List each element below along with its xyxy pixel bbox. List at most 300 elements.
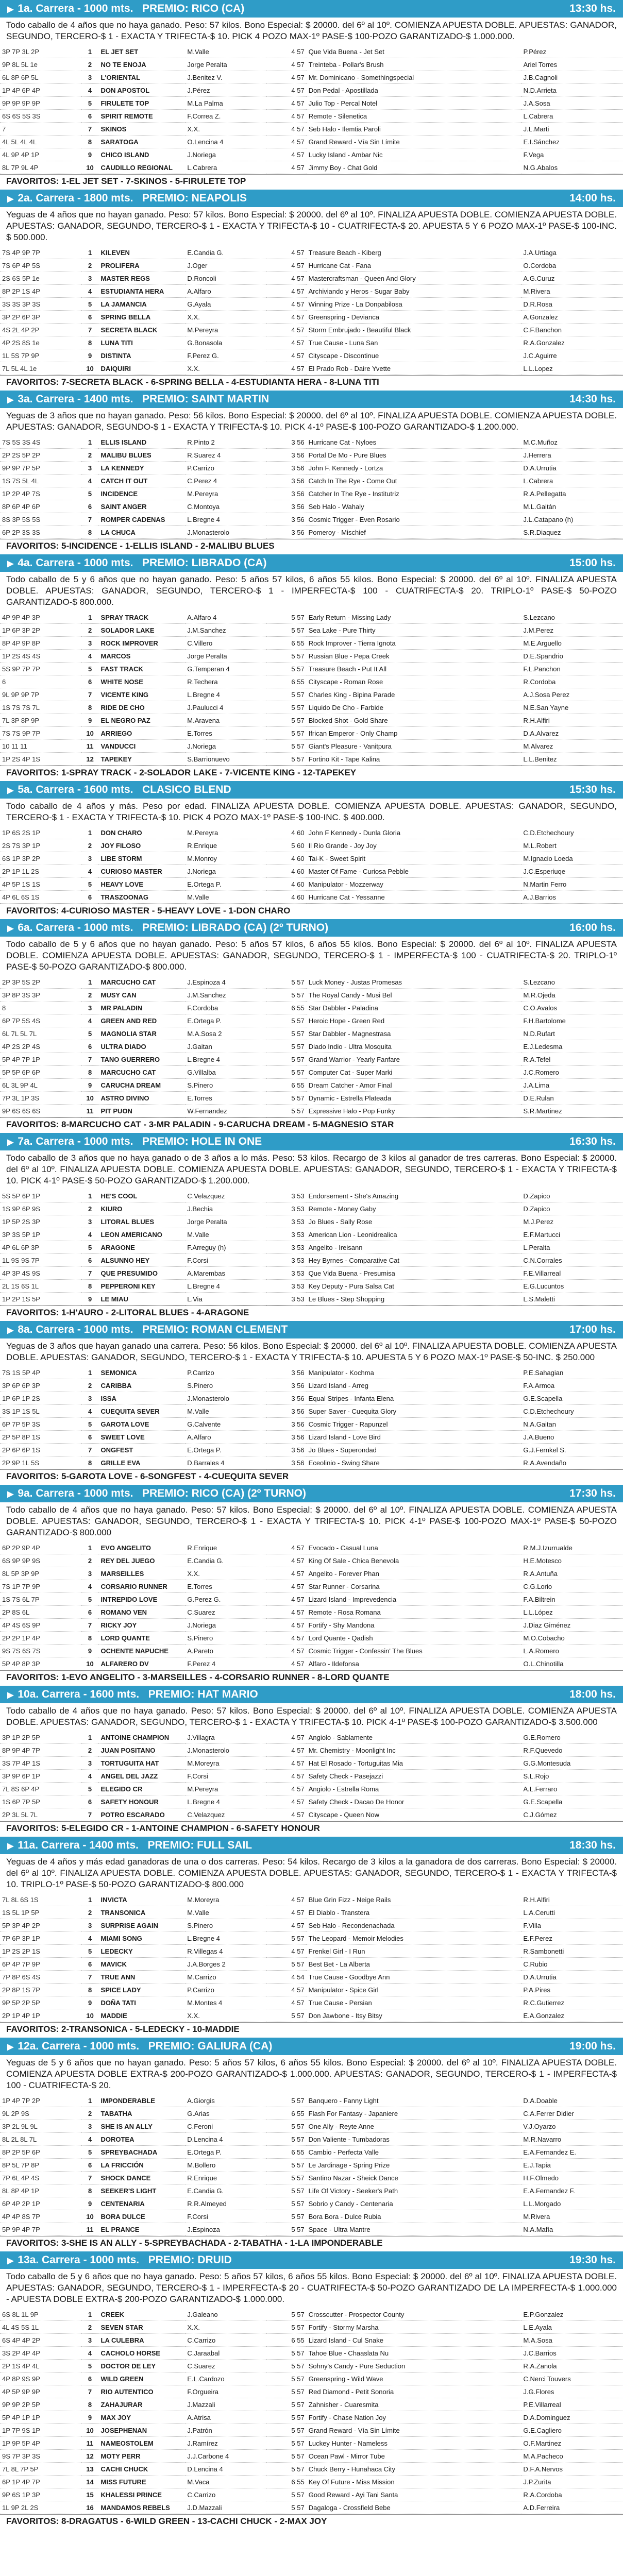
horse-name: MALIBU BLUES <box>98 449 185 462</box>
pedigree: Hey Byrnes - Comparative Cat <box>307 1254 521 1267</box>
pedigree: Grand Reward - Vía Sin Límite <box>307 135 521 148</box>
recent-form: 9L 2P 9S <box>0 2107 81 2120</box>
pedigree: Lizard Island - Imprevedencia <box>307 1593 521 1606</box>
race-header-left <box>7 1839 563 1852</box>
race-header[interactable] <box>0 1321 623 1338</box>
entry-row <box>0 753 623 766</box>
jockey-name: C.F.Banchon <box>521 324 623 336</box>
saddle-number: 1 <box>81 611 99 624</box>
pedigree: Que Vida Buena - Presumisa <box>307 1267 521 1280</box>
age-weight: 5 57 <box>266 1040 307 1053</box>
race-conditions: Yeguas de 4 años que no hayan ganado. Peso: 57 kilos. Bono Especial: $ 20000. del 6º al 10º. FINALIZA APUESTA DOBLE. COMIENZA APUESTA DOBLE. APUESTAS: GANADOR, SEGUNDO, TERCERO-$ 1 - EXACTA Y TRIFECTA-$ 10 - CUATRIFECTA-$ 20. APUESTA 5 Y 6 POZO MAX-1º PASE-$ 100-INC. $ 500.000. <box>6 210 617 242</box>
jockey-name: L.S.Maletti <box>521 1293 623 1306</box>
trainer-name: J.Patrón <box>185 2424 266 2437</box>
entry-row <box>0 474 623 487</box>
saddle-number: 1 <box>81 45 99 58</box>
pedigree: Remote - Rosa Romana <box>307 1606 521 1619</box>
entries-table <box>0 1731 623 1821</box>
pedigree: Cambio - Perfecta Valle <box>307 2146 521 2159</box>
saddle-number: 4 <box>81 84 99 97</box>
recent-form: 1L 5S 7P 9P <box>0 349 81 362</box>
horse-name: SARATOGA <box>99 135 186 148</box>
saddle-number: 8 <box>81 1984 99 1996</box>
saddle-number: 5 <box>81 663 99 675</box>
trainer-name: J.A.Borges 2 <box>185 1958 266 1971</box>
entry-row <box>0 1215 623 1228</box>
trainer-name: M.Aravena <box>185 714 266 727</box>
age-weight: 3 53 <box>266 1202 307 1215</box>
race-header[interactable] <box>0 0 623 18</box>
entry-row <box>0 2476 623 2488</box>
trainer-name: P.Carrizo <box>185 462 266 474</box>
trainer-name: L.Bregne 4 <box>185 1932 266 1945</box>
horse-name: ELEGIDO CR <box>98 1783 185 1795</box>
race-header[interactable] <box>0 1686 623 1703</box>
age-weight: 5 57 <box>266 2424 307 2437</box>
entry-row <box>0 2488 623 2501</box>
entry-row <box>0 500 623 513</box>
entry-row <box>0 1984 623 1996</box>
jockey-name: G.G.Montesuda <box>521 1757 623 1770</box>
race-section <box>0 0 623 190</box>
age-weight: 5 57 <box>266 1105 307 1117</box>
saddle-number: 7 <box>81 123 99 135</box>
race-header[interactable] <box>0 781 623 799</box>
jockey-name: N.Martin Ferro <box>521 878 623 891</box>
age-weight: 4 57 <box>266 1632 307 1645</box>
horse-name: CACHI CHUCK <box>99 2463 186 2476</box>
race-time: 18:30 hs. <box>569 1839 616 1851</box>
horse-name: SEMONICA <box>99 1366 186 1379</box>
recent-form: 6P 7P 5S 4S <box>0 1014 81 1027</box>
age-weight: 4 57 <box>266 45 307 58</box>
saddle-number: 4 <box>81 865 99 878</box>
age-weight: 4 60 <box>266 826 307 839</box>
trainer-name: J.Mazzali <box>185 2398 266 2411</box>
race-prize: PREMIO: HAT MARIO <box>148 1688 258 1700</box>
saddle-number: 7 <box>81 1619 99 1632</box>
horse-name: ELLIS ISLAND <box>98 436 185 449</box>
trainer-name: W.Fernandez <box>185 1105 266 1117</box>
entry-row <box>0 1808 623 1821</box>
saddle-number: 5 <box>81 1783 99 1795</box>
saddle-number: 2 <box>81 1379 99 1392</box>
pedigree: Treinteba - Pollar's Brush <box>307 58 521 71</box>
pedigree: Star Runner - Corsarina <box>307 1580 521 1593</box>
race-header[interactable] <box>0 1837 623 1854</box>
entry-row <box>0 513 623 526</box>
trainer-name: F.Corsi <box>185 2210 266 2223</box>
saddle-number: 2 <box>81 2107 99 2120</box>
horse-name: MADDIE <box>99 2009 186 2022</box>
horse-name: CUEQUITA SEVER <box>99 1405 186 1418</box>
race-conditions: Todo caballo de 5 y 6 años que no hayan ganado. Peso: 5 años 57 kilos, 6 años 55 kilos. Bono Especial: $ 20000. del 6º al 10º. FINALIZA APUESTA DOBLE. COMIENZA APUESTA DOBLE. APUESTAS: GANADOR, SEGUNDO, TERCERO-$ 1 - IMPERFECTA-$ 100 - CUATRIFECTA-$ 20. TRIPLO-1º PASE-$ 50-POZO GARANTIZADO-$ 800.000. <box>6 939 617 972</box>
jockey-name: L.A.Romero <box>521 1645 623 1657</box>
recent-form: 5P 4P 1P 1P <box>0 2411 81 2424</box>
recent-form: 4P 6L 6P 3P <box>0 1241 81 1254</box>
recent-form: 1P 9P 5P 4P <box>0 2437 81 2450</box>
recent-form: 4P 2S 2P 4S <box>0 1040 81 1053</box>
entries-table <box>0 1541 623 1670</box>
pedigree: Angiolo - Estrella Roma <box>307 1783 521 1795</box>
jockey-name: N.A.Gaitan <box>521 1418 623 1431</box>
recent-form: 9L 9P 9P 7P <box>0 688 81 701</box>
recent-form: 4P 8P 9S 9P <box>0 2372 81 2385</box>
age-weight: 5 57 <box>266 2372 307 2385</box>
entry-row <box>0 1606 623 1619</box>
entry-row <box>0 852 623 865</box>
recent-form: 2P 8P 1S 7P <box>0 1984 81 1996</box>
age-weight: 4 57 <box>266 1906 307 1919</box>
pedigree: Space - Ultra Mantre <box>307 2223 521 2236</box>
horse-name: ROMPER CADENAS <box>98 513 185 526</box>
entry-row <box>0 1241 623 1254</box>
recent-form: 2P 3L 5L 7L <box>0 1808 81 1821</box>
pedigree: John F Kennedy - Dunla Gloria <box>307 826 521 839</box>
recent-form: 3P 2L 9L 9L <box>0 2120 81 2133</box>
horse-name: LA KENNEDY <box>98 462 185 474</box>
pedigree: Santino Nazar - Sheick Dance <box>307 2172 521 2184</box>
recent-form: 8L 2L 8L 7L <box>0 2133 81 2146</box>
saddle-number: 4 <box>81 1580 99 1593</box>
age-weight: 5 57 <box>266 714 307 727</box>
jockey-name: P.A.Pires <box>521 1984 623 1996</box>
trainer-name: E.Candia G. <box>185 1554 266 1567</box>
horse-name: DOCTOR DE LEY <box>99 2360 186 2372</box>
age-weight: 3 56 <box>266 436 307 449</box>
saddle-number: 12 <box>81 753 99 766</box>
race-header-left <box>7 393 563 405</box>
saddle-number: 3 <box>81 2120 99 2133</box>
jockey-name: L.L.Lopez <box>521 362 623 375</box>
entry-row <box>0 1770 623 1783</box>
trainer-name: E.Torres <box>185 727 266 740</box>
recent-form: 6S 1P 3P 2P <box>0 852 81 865</box>
jockey-name: L.Peralta <box>521 1241 623 1254</box>
race-conditions: Yeguas de 4 años y más edad ganadoras de una o dos carreras. Peso: 54 kilos. Recargo de 3 kilos a la ganadora de dos carreras. Bono Especial: $ 20000. del 6º al 10º. FINALIZA APUESTA DOBLE. COMIENZA APUESTA DOBLE. APUESTAS: GANADOR, SEGUNDO, TERCERO-$ 1 - EXACTA Y TRIFECTA-$ 10. TRIPLO-1º PASE-$ 50-POZO GARANTIZADO-$ 800.000 <box>6 1857 617 1889</box>
entry-row <box>0 1731 623 1744</box>
horse-name: IMPONDERABLE <box>99 2094 186 2107</box>
pedigree: Winning Prize - La Donpabilosa <box>307 298 521 311</box>
age-weight: 5 57 <box>266 2197 307 2210</box>
entry-row <box>0 298 623 311</box>
horse-name: MAGNOLIA STAR <box>99 1027 186 1040</box>
race-header[interactable] <box>0 919 623 937</box>
saddle-number: 3 <box>81 1567 99 1580</box>
jockey-name: M.Alvarez <box>521 740 623 753</box>
saddle-number: 9 <box>81 2197 99 2210</box>
trainer-name: O.Lencina 4 <box>185 135 266 148</box>
recent-form: 3P 6P 6P 3P <box>0 1379 81 1392</box>
pedigree: True Cause - Goodbye Ann <box>307 1971 521 1984</box>
horse-name: GAROTA LOVE <box>99 1418 186 1431</box>
horse-name: SOLADOR LAKE <box>99 624 186 637</box>
entry-row <box>0 2133 623 2146</box>
entry-row <box>0 611 623 624</box>
pedigree: Manipulator - Mozzerway <box>307 878 521 891</box>
trainer-name: C.Carrizo <box>185 2334 266 2347</box>
pedigree: Portal De Mo - Pure Blues <box>307 449 521 462</box>
recent-form: 7P 6L 4P 4S <box>0 2172 81 2184</box>
recent-form: 1L 9P 2L 2S <box>0 2501 81 2514</box>
horse-name: JOY FILOSO <box>98 839 185 852</box>
age-weight: 5 57 <box>266 2094 307 2107</box>
age-weight: 3 56 <box>266 1418 307 1431</box>
trainer-name: G.Villalba <box>185 1066 266 1079</box>
pedigree: Jo Blues - Sally Rose <box>307 1215 521 1228</box>
jockey-name: D.Zapico <box>521 1202 623 1215</box>
horse-name: MARCUCHO CAT <box>99 976 186 989</box>
jockey-name: S.Lezcano <box>521 611 623 624</box>
jockey-name: Ariel Torres <box>521 58 623 71</box>
jockey-name: M.Rivera <box>521 285 623 298</box>
recent-form: 8P 4P 9P 8P <box>0 637 81 650</box>
jockey-name: G.J.Fernkel S. <box>521 1444 623 1456</box>
play-triangle-icon: ▶ <box>7 786 14 795</box>
trainer-name: J.Espinoza 4 <box>185 976 266 989</box>
entry-row <box>0 526 623 539</box>
saddle-number: 7 <box>81 1808 99 1821</box>
jockey-name: R.Cordoba <box>521 675 623 688</box>
trainer-name: M.A.Sosa 2 <box>185 1027 266 1040</box>
horse-name: TRASZOONAG <box>98 891 185 904</box>
age-weight: 4 57 <box>266 272 307 285</box>
recent-form: 9P 9P 7P 5P <box>0 462 81 474</box>
race-header[interactable] <box>0 2251 623 2269</box>
saddle-number: 7 <box>81 688 99 701</box>
recent-form: 2P 8S 6L <box>0 1606 81 1619</box>
recent-form: 7 <box>0 123 81 135</box>
age-weight: 3 56 <box>266 449 307 462</box>
race-header-left <box>7 3 563 15</box>
horse-name: SECRETA BLACK <box>99 324 186 336</box>
jockey-name: M.Rivera <box>521 2210 623 2223</box>
jockey-name: E.J.Tapia <box>521 2159 623 2172</box>
age-weight: 3 53 <box>266 1228 307 1241</box>
saddle-number: 1 <box>81 1731 99 1744</box>
race-header[interactable] <box>0 1485 623 1502</box>
entry-row <box>0 727 623 740</box>
entry-row <box>0 1619 623 1632</box>
horse-name: SURPRISE AGAIN <box>99 1919 186 1932</box>
saddle-number: 1 <box>81 246 99 259</box>
saddle-number: 7 <box>81 2385 99 2398</box>
trainer-name: C.Villero <box>185 637 266 650</box>
saddle-number: 4 <box>81 2347 99 2360</box>
race-prize: PREMIO: RICO (CA) <box>142 3 245 14</box>
entry-row <box>0 714 623 727</box>
pedigree: Lizard Island - Arreg <box>307 1379 521 1392</box>
pedigree: Seb Halo - Recondenachada <box>307 1919 521 1932</box>
saddle-number: 8 <box>81 1632 99 1645</box>
recent-form: 5P 5P 6P 6P <box>0 1066 81 1079</box>
trainer-name: F.Corsi <box>185 1254 266 1267</box>
age-weight: 5 57 <box>266 611 307 624</box>
trainer-name: G.Ayala <box>185 298 266 311</box>
trainer-name: M.Bollero <box>185 2159 266 2172</box>
horse-name: MAX JOY <box>99 2411 186 2424</box>
entry-row <box>0 1444 623 1456</box>
entry-row <box>0 1757 623 1770</box>
pedigree: Russian Blue - Pepa Creek <box>307 650 521 663</box>
jockey-name: F.Villa <box>521 1919 623 1932</box>
horse-name: CHICO ISLAND <box>99 148 186 161</box>
recent-form: 1P 4P 7P 2P <box>0 2094 81 2107</box>
trainer-name: S.Pinero <box>185 1919 266 1932</box>
horse-name: MARCOS <box>99 650 186 663</box>
recent-form: 6P 4P 2P 1P <box>0 2197 81 2210</box>
entry-row <box>0 1919 623 1932</box>
saddle-number: 1 <box>81 1366 99 1379</box>
age-weight: 4 57 <box>266 1757 307 1770</box>
entry-row <box>0 1893 623 1906</box>
entry-row <box>0 1783 623 1795</box>
age-weight: 3 56 <box>266 526 307 539</box>
age-weight: 4 57 <box>266 1619 307 1632</box>
saddle-number: 3 <box>81 637 99 650</box>
recent-form: 7L 8S 6P 4P <box>0 1783 81 1795</box>
race-header-left <box>7 922 563 934</box>
jockey-name: V.J.Oyarzo <box>521 2120 623 2133</box>
horse-name: ANGEL DEL JAZZ <box>98 1770 185 1783</box>
age-weight: 4 57 <box>266 1795 307 1808</box>
jockey-name: D.A.Urrutia <box>521 462 623 474</box>
pedigree: Manipulator - Kochma <box>307 1366 521 1379</box>
trainer-name: J.Paulucci 4 <box>185 701 266 714</box>
recent-form: 6S 8L 1L 9P <box>0 2308 81 2321</box>
age-weight: 4 57 <box>266 1919 307 1932</box>
recent-form: 6L 8P 6P 5L <box>0 71 81 84</box>
trainer-name: A.Giorgis <box>185 2094 266 2107</box>
jockey-name: F.A.Armoa <box>521 1379 623 1392</box>
pedigree: Il Rio Grande - Joy Joy <box>307 839 521 852</box>
recent-form: 4P 3P 4S 9S <box>0 1267 81 1280</box>
entry-row <box>0 58 623 71</box>
trainer-name: D.Roncoli <box>185 272 266 285</box>
recent-form: 5P 4P 7P 1P <box>0 1053 81 1066</box>
entry-row <box>0 2094 623 2107</box>
recent-form: 2S 7S 3P 1P <box>0 839 81 852</box>
pedigree: Remote - Silenetica <box>307 110 521 123</box>
age-weight: 4 57 <box>266 1554 307 1567</box>
race-title: 13a. Carrera - 1000 mts. <box>18 2254 140 2266</box>
pedigree: Red Diamond - Petit Sonoria <box>307 2385 521 2398</box>
entry-row <box>0 637 623 650</box>
horse-name: SAFETY HONOUR <box>98 1795 185 1808</box>
recent-form: 7P 6P 3P 1P <box>0 1932 81 1945</box>
age-weight: 4 57 <box>266 97 307 110</box>
age-weight: 3 53 <box>266 1241 307 1254</box>
horse-name: TAPEKEY <box>99 753 186 766</box>
saddle-number: 10 <box>81 2009 99 2022</box>
entry-row <box>0 1456 623 1469</box>
play-triangle-icon: ▶ <box>7 924 14 933</box>
recent-form: 8L 7P 9L 4P <box>0 161 81 174</box>
trainer-name: C.Feroni <box>185 2120 266 2133</box>
jockey-name: F.A.Biltrein <box>521 1593 623 1606</box>
race-header[interactable] <box>0 2038 623 2055</box>
age-weight: 5 57 <box>266 2463 307 2476</box>
trainer-name: S.Pinero <box>185 1079 266 1092</box>
horse-name: MARSEILLES <box>98 1567 185 1580</box>
jockey-name: J.P.Zurita <box>521 2476 623 2488</box>
race-title: 11a. Carrera - 1400 mts. <box>18 1839 139 1851</box>
pedigree: Lizard Island - Cul Snake <box>307 2334 521 2347</box>
race-header-left <box>7 557 563 569</box>
entry-row <box>0 1267 623 1280</box>
horse-name: BORA DULCE <box>99 2210 186 2223</box>
saddle-number: 4 <box>81 2133 99 2146</box>
pedigree: Fortino Kit - Tape Kalina <box>307 753 521 766</box>
race-header[interactable] <box>0 554 623 572</box>
age-weight: 5 57 <box>266 753 307 766</box>
recent-form: 7S 4P 9P 7P <box>0 246 81 259</box>
entries-table <box>0 1893 623 2022</box>
age-weight: 5 57 <box>266 727 307 740</box>
entry-row <box>0 1541 623 1554</box>
recent-form: 4P 5P 1S 1S <box>0 878 81 891</box>
horse-name: SPREYBACHADA <box>99 2146 186 2159</box>
race-title: 1a. Carrera - 1000 mts. <box>18 3 133 14</box>
pedigree: Early Return - Missing Lady <box>307 611 521 624</box>
race-header[interactable] <box>0 190 623 207</box>
trainer-name: G.Arias <box>185 2107 266 2120</box>
jockey-name: M.A.Pacheco <box>521 2450 623 2463</box>
horse-name: CARIBBA <box>99 1379 186 1392</box>
entry-row <box>0 2347 623 2360</box>
pedigree: Giant's Pleasure - Vanitpura <box>307 740 521 753</box>
recent-form: 9P 6S 6S 6S <box>0 1105 81 1117</box>
horse-name: DOÑA TATI <box>99 1996 186 2009</box>
age-weight: 3 53 <box>266 1254 307 1267</box>
jockey-name: D.A.Alvarez <box>521 727 623 740</box>
entry-row <box>0 2197 623 2210</box>
pedigree: Sobrio y Candy - Centenaria <box>307 2197 521 2210</box>
saddle-number: 2 <box>81 58 99 71</box>
race-time: 14:30 hs. <box>569 393 616 405</box>
trainer-name: X.X. <box>185 123 266 135</box>
pedigree: Safety Check - Dacao De Honor <box>307 1795 521 1808</box>
race-header[interactable] <box>0 391 623 408</box>
saddle-number: 9 <box>81 1645 99 1657</box>
jockey-name: L.L.Benitez <box>521 753 623 766</box>
age-weight: 5 57 <box>266 2501 307 2514</box>
entry-row <box>0 2385 623 2398</box>
jockey-name: J.L.Catapano (h) <box>521 513 623 526</box>
pedigree: Fortify - Chase Nation Joy <box>307 2411 521 2424</box>
horse-name: NO TE ENOJA <box>99 58 186 71</box>
recent-form: 10 11 11 <box>0 740 81 753</box>
age-weight: 5 57 <box>266 650 307 663</box>
entry-row <box>0 2450 623 2463</box>
race-header-left <box>7 2254 563 2266</box>
recent-form: 2L 1S 6S 1L <box>0 1280 81 1293</box>
trainer-name: R.Techera <box>185 675 266 688</box>
pedigree: Hurricane Cat - Yessanne <box>307 891 521 904</box>
race-header[interactable] <box>0 1133 623 1150</box>
saddle-number: 3 <box>81 1002 99 1014</box>
jockey-name: J.A.Sosa <box>521 97 623 110</box>
race-conditions: Yeguas de 5 y 6 años que no hayan ganado. Peso: 5 años 57 kilos, 6 años 55 kilos. Bono Especial: $ 20000. del 6º al 10º. FINALIZA APUESTA DOBLE. COMIENZA APUESTA DOBLE EXTRA-$ 200-POZO GARANTIZADO-$ 1.000.000. APUESTAS: GANADOR, SEGUNDO, TERCERO-$ 1 - IMPERFECTA-$ 100 - CUATRIFECTA-$ 20. <box>6 2058 617 2090</box>
horse-name: WHITE NOSE <box>99 675 186 688</box>
trainer-name: R.Pinto 2 <box>185 436 266 449</box>
pedigree: Le Blues - Step Shopping <box>307 1293 521 1306</box>
trainer-name: L.Bregne 4 <box>185 688 266 701</box>
trainer-name: A.Alfaro 4 <box>185 611 266 624</box>
pedigree: Mr. Dominicano - Somethingspecial <box>307 71 521 84</box>
saddle-number: 9 <box>81 148 99 161</box>
saddle-number: 2 <box>81 2321 99 2334</box>
